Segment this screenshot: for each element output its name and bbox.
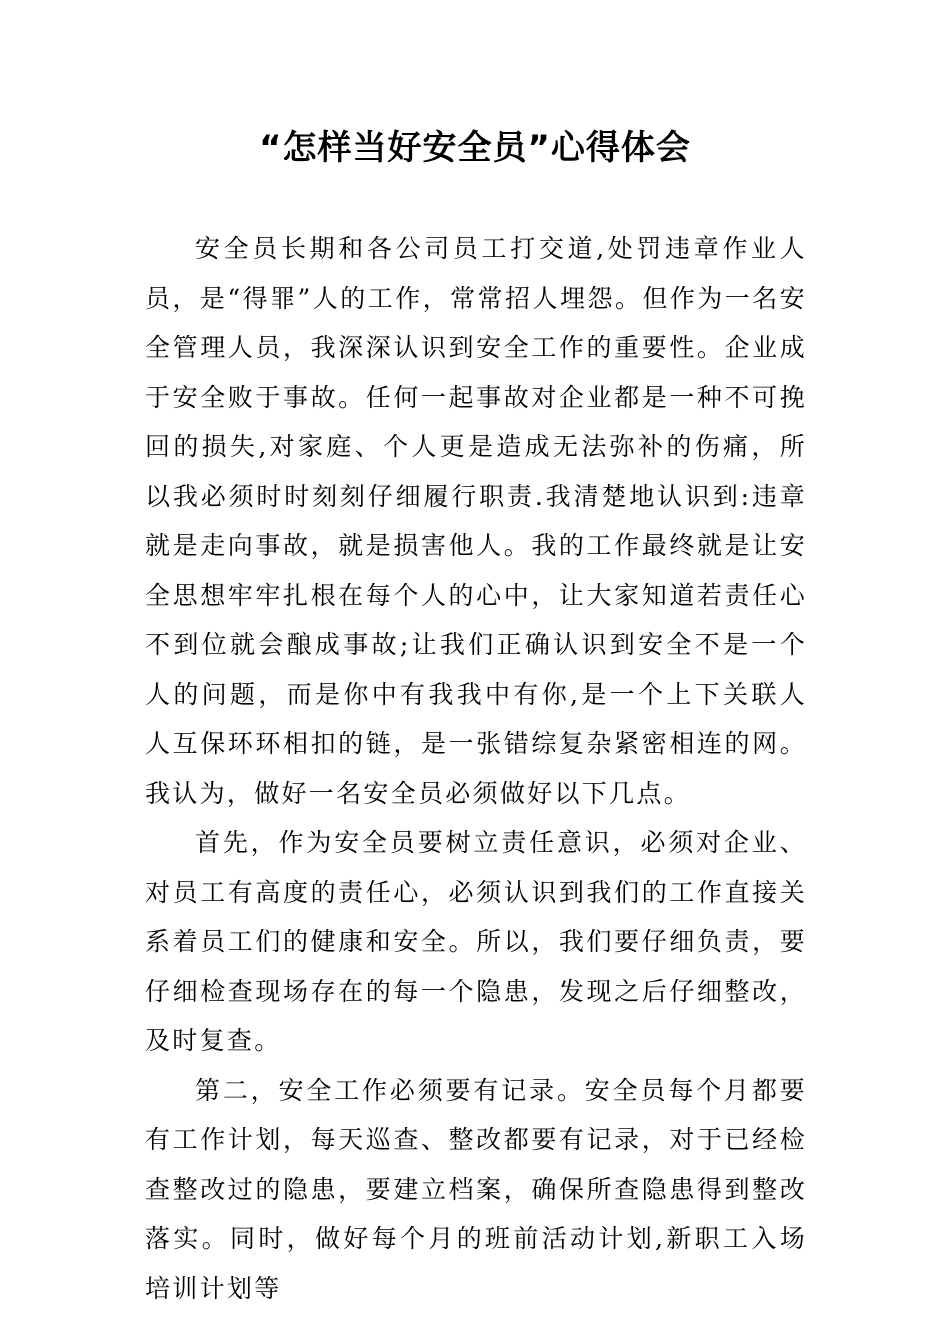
document-body [145,224,807,1313]
document-title: “怎样当好安全员”心得体会 [259,128,691,168]
paragraph-first-point: 首先，作为安全员要树立责任意识，必须对企业、对员工有高度的责任心，必须认识到我们的工作直接关系着员工们的健康和安全。所以，我们要仔细负责，要仔细检查现场存在的每一个隐患，发现之后仔细整改，及时复查。 [145,828,807,1055]
paragraph-intro: 安全员长期和各公司员工打交道,处罚违章作业人员，是“得罪”人的工作，常常招人埋怨。但作为一名安全管理人员，我深深认识到安全工作的重要性。企业成于安全败于事故。任何一起事故对企业都是一种不可挽回的损失,对家庭、个人更是造成无法弥补的伤痛，所以我必须时时刻刻仔细履行职责.我清楚地认识到:违章就是走向事故，就是损害他人。我的工作最终就是让安全思想牢牢扎根在每个人的心中，让大家知道若责任心不到位就会酿成事故;让我们正确认识到安全不是一个人的问题，而是你中有我我中有你,是一个上下关联人人互保环环相扣的链，是一张错综复杂紧密相连的网。我认为，做好一名安全员必须做好以下几点。 [145,234,807,808]
paragraph-second-point: 第二，安全工作必须要有记录。安全员每个月都要有工作计划，每天巡查、整改都要有记录，对于已经检查整改过的隐患，要建立档案，确保所查隐患得到整改落实。同时，做好每个月的班前活动计划,新职工入场培训计划等 [145,1075,807,1303]
